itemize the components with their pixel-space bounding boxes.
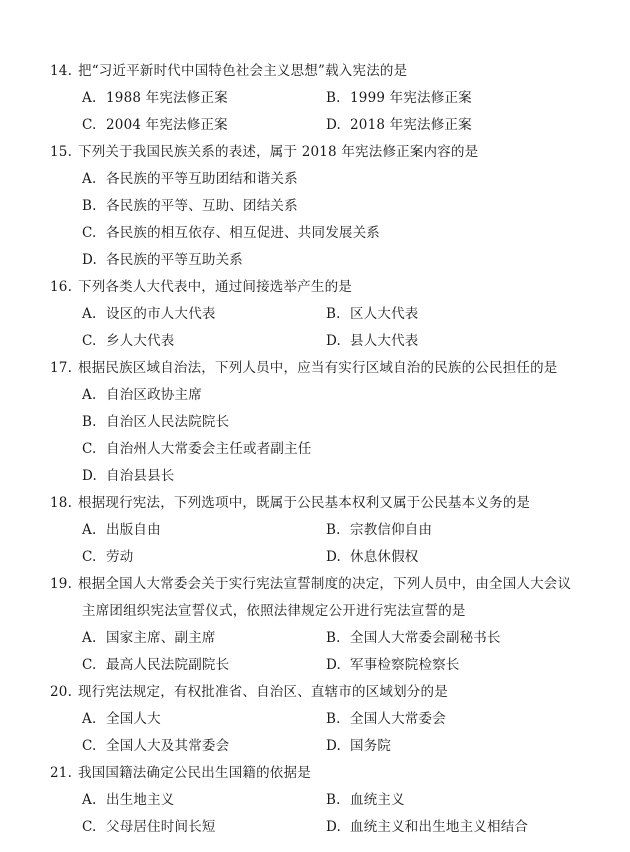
- question-text: 下列关于我国民族关系的表述，属于 2018 年宪法修正案内容的是: [78, 144, 479, 160]
- q19-option-d[interactable]: D. 军事检察院检察长: [326, 657, 460, 673]
- question-number: 19.: [50, 576, 73, 592]
- q15-option-b[interactable]: B. 各民族的平等、互助、团结关系: [82, 198, 298, 214]
- q20-option-a[interactable]: A. 全国人大: [82, 711, 161, 727]
- q19-option-b[interactable]: B. 全国人大常委会副秘书长: [326, 630, 501, 646]
- question-text: 根据现行宪法，下列选项中，既属于公民基本权利又属于公民基本义务的是: [78, 495, 531, 511]
- q21-option-c[interactable]: C. 父母居住时间长短: [82, 819, 216, 835]
- question-number: 18.: [50, 495, 73, 511]
- question-19-stem: [50, 575, 571, 593]
- q15-option-c[interactable]: C. 各民族的相互依存、相互促进、共同发展关系: [82, 225, 380, 241]
- question-15-stem: [50, 143, 478, 161]
- q14-option-c[interactable]: C. 2004 年宪法修正案: [82, 117, 228, 133]
- question-number: 14.: [50, 63, 73, 79]
- q18-option-d[interactable]: D. 休息休假权: [326, 549, 419, 565]
- q18-option-b[interactable]: B. 宗教信仰自由: [326, 522, 433, 538]
- question-text: 现行宪法规定，有权批准省、自治区、直辖市的区域划分的是: [78, 684, 448, 700]
- question-16-stem: [50, 278, 352, 296]
- question-text: 我国国籍法确定公民出生国籍的依据是: [78, 765, 311, 781]
- q17-option-a[interactable]: A. 自治区政协主席: [82, 387, 202, 403]
- q20-option-b[interactable]: B. 全国人大常委会: [326, 711, 446, 727]
- q18-option-c[interactable]: C. 劳动: [82, 549, 134, 565]
- q18-option-a[interactable]: A. 出版自由: [82, 522, 161, 538]
- q15-option-d[interactable]: D. 各民族的平等互助关系: [82, 252, 243, 268]
- q20-option-c[interactable]: C. 全国人大及其常委会: [82, 738, 230, 754]
- question-text: 把“习近平新时代中国特色社会主义思想”载入宪法的是: [78, 63, 408, 79]
- q21-option-b[interactable]: B. 血统主义: [326, 792, 405, 808]
- question-18-stem: [50, 494, 530, 512]
- q19-option-a[interactable]: A. 国家主席、副主席: [82, 630, 216, 646]
- question-number: 15.: [50, 144, 73, 160]
- question-text: 主席团组织宪法宣誓仪式，依照法律规定公开进行宪法宣誓的是: [82, 603, 466, 619]
- q15-option-a[interactable]: A. 各民族的平等互助团结和谐关系: [82, 171, 298, 187]
- q14-option-a[interactable]: A. 1988 年宪法修正案: [82, 90, 228, 106]
- question-number: 21.: [50, 765, 73, 781]
- q19-option-c[interactable]: C. 最高人民法院副院长: [82, 657, 230, 673]
- question-number: 20.: [50, 684, 73, 700]
- question-text: 下列各类人大代表中，通过间接选举产生的是: [78, 279, 352, 295]
- q20-option-d[interactable]: D. 国务院: [326, 738, 392, 754]
- q21-option-d[interactable]: D. 血统主义和出生地主义相结合: [326, 819, 529, 835]
- question-text: 根据民族区域自治法，下列人员中，应当有实行区域自治的民族的公民担任的是: [78, 360, 558, 376]
- question-17-stem: [50, 359, 558, 377]
- q17-option-d[interactable]: D. 自治县县长: [82, 468, 175, 484]
- question-19-stem-continued: [82, 602, 466, 620]
- question-20-stem: [50, 683, 448, 701]
- question-14-stem: [50, 62, 407, 80]
- q17-option-b[interactable]: B. 自治区人民法院院长: [82, 414, 230, 430]
- question-number: 17.: [50, 360, 73, 376]
- question-21-stem: [50, 764, 311, 782]
- q14-option-b[interactable]: B. 1999 年宪法修正案: [326, 90, 472, 106]
- q21-option-a[interactable]: A. 出生地主义: [82, 792, 175, 808]
- q14-option-d[interactable]: D. 2018 年宪法修正案: [326, 117, 472, 133]
- q16-option-c[interactable]: C. 乡人大代表: [82, 333, 175, 349]
- question-number: 16.: [50, 279, 73, 295]
- q17-option-c[interactable]: C. 自治州人大常委会主任或者副主任: [82, 441, 312, 457]
- q16-option-b[interactable]: B. 区人大代表: [326, 306, 419, 322]
- q16-option-d[interactable]: D. 县人大代表: [326, 333, 419, 349]
- q16-option-a[interactable]: A. 设区的市人大代表: [82, 306, 216, 322]
- question-text: 根据全国人大常委会关于实行宪法宣誓制度的决定，下列人员中，由全国人大会议: [78, 576, 572, 592]
